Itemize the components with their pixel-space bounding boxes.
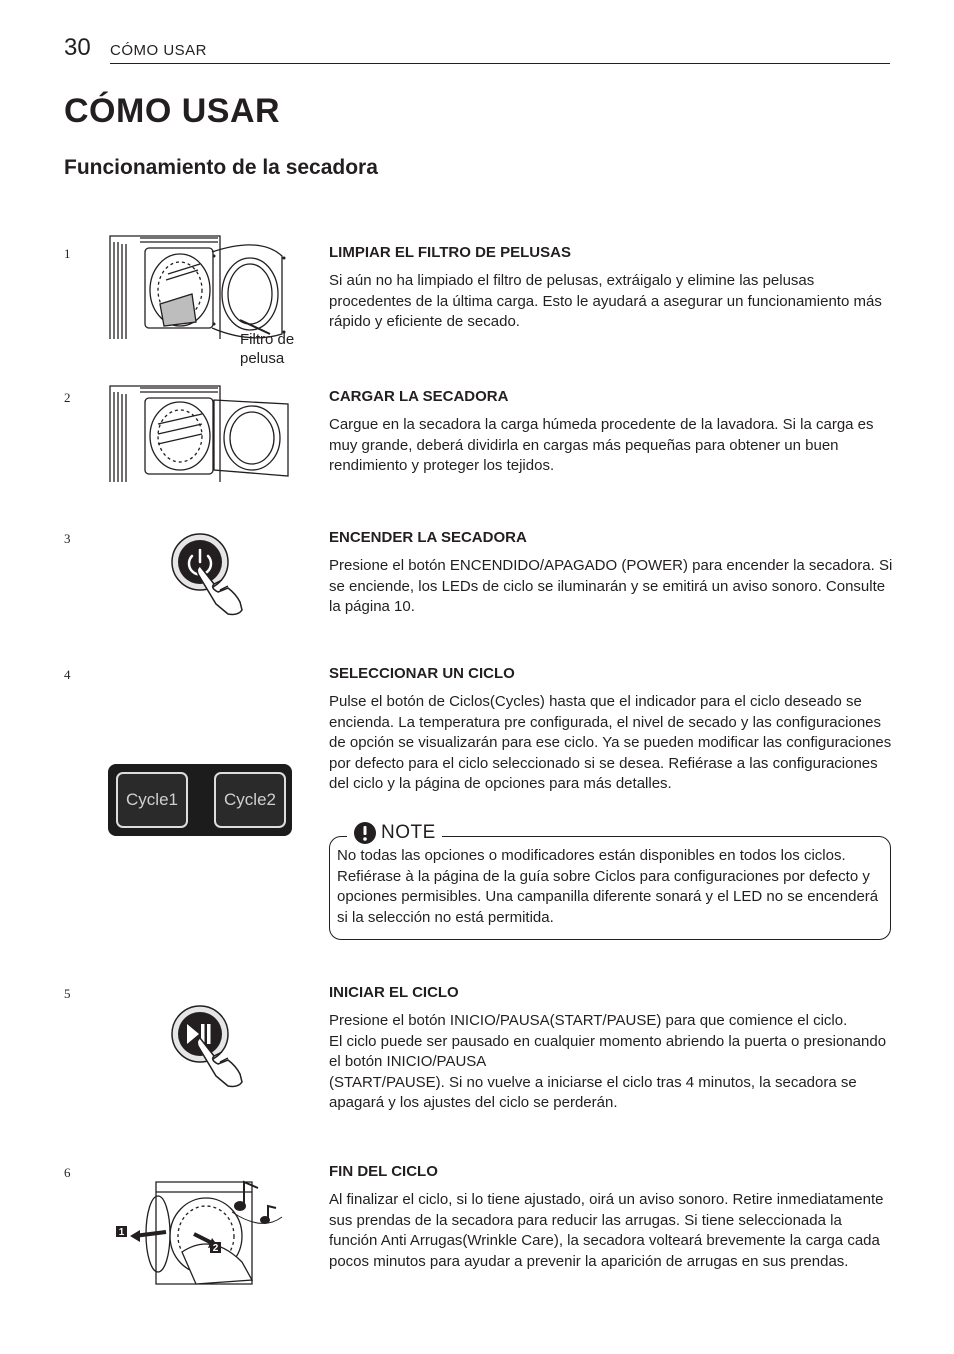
exclamation-icon bbox=[353, 821, 377, 845]
step-body: Pulse el botón de Ciclos(Cycles) hasta que el indicador para el ciclo deseado se encienda. La temperatura pre configurada, el nivel de secado y las configuraciones de opción se visualizarán para ese ciclo. Ya se pueden modificar las configuraciones por defecto para el ciclo seleccionado si se desea. Refiérase a las configuraciones del ciclo y la página de opciones para más detalles. bbox=[329, 693, 892, 792]
header-rule bbox=[110, 63, 890, 64]
step-heading: ENCENDER LA SECADORA bbox=[329, 529, 527, 546]
marker-1: 1 bbox=[118, 1227, 125, 1238]
step-heading: INICIAR EL CICLO bbox=[329, 984, 459, 1001]
step-number: 6 bbox=[64, 1165, 71, 1180]
start-pause-press-illustration bbox=[170, 1004, 250, 1090]
step-number: 2 bbox=[64, 390, 71, 405]
marker-2: 2 bbox=[212, 1243, 219, 1254]
end-of-cycle-illustration bbox=[112, 1172, 292, 1292]
step-number: 3 bbox=[64, 531, 71, 546]
step-body: Presione el botón INICIO/PAUSA(START/PAUSE) para que comience el ciclo. El ciclo puede ser pausado en cualquier momento abriendo la puerta o presionando el botón INICIO/PAUSA (START/PAUSE). Si no vuelve a iniciarse el ciclo tras 4 minutos, la secadora se apagará y los ajustes del ciclo se perderán. bbox=[329, 1012, 887, 1111]
cycle1-button[interactable]: Cycle1 bbox=[116, 772, 188, 828]
power-button-press-illustration bbox=[170, 532, 250, 618]
step-heading: CARGAR LA SECADORA bbox=[329, 388, 509, 405]
step-body: Presione el botón ENCENDIDO/APAGADO (POWER) para encender la secadora. Si se enciende, los LEDs de ciclo se iluminarán y se emitirá un aviso sonoro. Consulte la página 10. bbox=[329, 557, 893, 615]
note-label bbox=[347, 821, 442, 845]
dryer-load-illustration bbox=[100, 384, 300, 484]
step-number: 4 bbox=[64, 667, 71, 682]
cycle-panel bbox=[108, 764, 292, 836]
step-body: Al finalizar el ciclo, si lo tiene ajustado, oirá un aviso sonoro. Retire inmediatamente sus prendas de la secadora para reducir las arrugas. Si tiene seleccionada la función Anti Arrugas(Wrinkle Care), la secadora volteará brevemente la carga cada pocos minutos para ayudar a prevenir la aparición de arrugas en sus prendas. bbox=[329, 1191, 884, 1270]
step-heading: SELECCIONAR UN CICLO bbox=[329, 665, 515, 682]
step-number: 5 bbox=[64, 986, 71, 1001]
step-number: 1 bbox=[64, 246, 71, 261]
step-body: Si aún no ha limpiado el filtro de pelusas, extráigalo y elimine las pelusas procedentes de la última carga. Esto le ayudará a asegurar un funcionamiento más rápido y eficiente de secado. bbox=[329, 272, 882, 330]
step-heading: FIN DEL CICLO bbox=[329, 1163, 438, 1180]
running-header: CÓMO USAR bbox=[110, 42, 208, 59]
page-number: 30 bbox=[64, 34, 91, 61]
note-label-text: NOTE bbox=[381, 822, 436, 843]
section-subtitle: Funcionamiento de la secadora bbox=[64, 156, 378, 179]
page-title: CÓMO USAR bbox=[64, 92, 281, 130]
step-body: Cargue en la secadora la carga húmeda procedente de la lavadora. Si la carga es muy grande, deberá dividirla en cargas más pequeñas para obtener un buen rendimiento y proteger los tejidos. bbox=[329, 416, 874, 474]
cycle2-button[interactable]: Cycle2 bbox=[214, 772, 286, 828]
dryer-lint-filter-illustration bbox=[100, 234, 300, 344]
step-heading: LIMPIAR EL FILTRO DE PELUSAS bbox=[329, 244, 571, 261]
lint-filter-caption: Filtro de pelusa bbox=[240, 331, 295, 367]
note-text: No todas las opciones o modificadores están disponibles en todos los ciclos. Refiérase à la página de la guía sobre Ciclos para configuraciones por defecto y opciones permisibles. Una campanilla diferente sonará y el LED no se encenderá si la selección no está permitida. bbox=[337, 847, 879, 926]
